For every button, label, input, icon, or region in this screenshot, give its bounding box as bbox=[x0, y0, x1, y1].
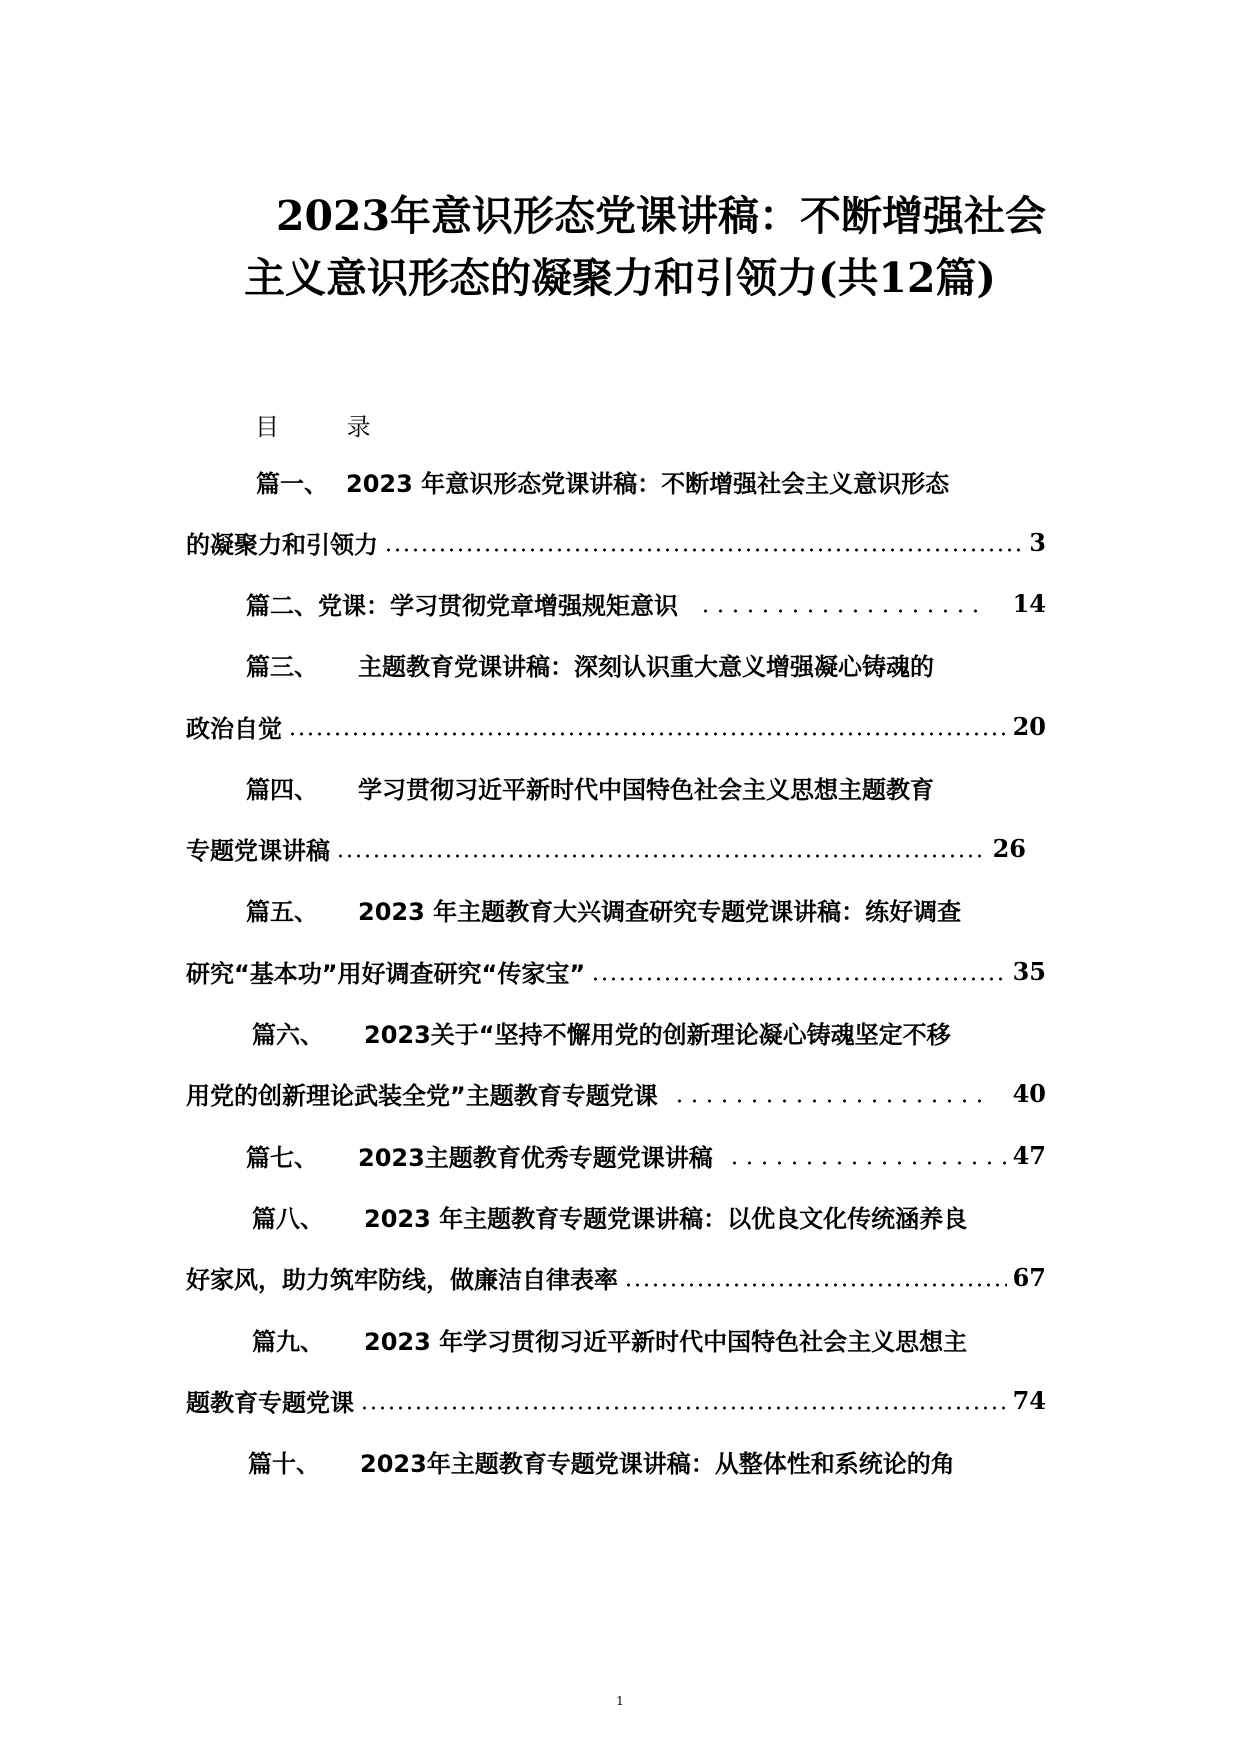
toc-entry-title-cont: 用党的创新理论武装全党”主题教育专题党课 bbox=[186, 1081, 658, 1110]
toc-entry-title: 2023主题教育优秀专题党课讲稿 bbox=[358, 1143, 713, 1172]
toc-entry-3-line-1[interactable] bbox=[186, 644, 1046, 684]
toc-page-number: 67 bbox=[1012, 1262, 1046, 1292]
toc-entry-title-cont: 好家风，助力筑牢防线，做廉洁自律表率 bbox=[186, 1265, 618, 1294]
toc-entry-title: 2023关于“坚持不懈用党的创新理论凝心铸魂坚定不移 bbox=[364, 1020, 951, 1049]
toc-entry-8-line-1[interactable] bbox=[186, 1196, 1046, 1236]
toc-leader-dots bbox=[624, 1283, 1007, 1287]
toc-entry-9-line-1[interactable] bbox=[186, 1319, 1046, 1359]
toc-heading: 目 录 bbox=[255, 413, 401, 441]
toc-page-number: 35 bbox=[1012, 956, 1046, 986]
toc-page-number: 3 bbox=[1029, 527, 1046, 557]
toc-leader-dots bbox=[591, 977, 1007, 981]
toc-entry-2[interactable] bbox=[186, 583, 1046, 623]
toc-entry-label: 篇十、 bbox=[248, 1449, 320, 1478]
toc-leader-dots bbox=[672, 1099, 991, 1103]
toc-entry-title: 2023 年学习贯彻习近平新时代中国特色社会主义思想主 bbox=[364, 1327, 968, 1356]
toc-entry-label: 篇二、 bbox=[246, 591, 318, 620]
toc-entry-label: 篇三、 bbox=[246, 652, 318, 681]
toc-page-number: 14 bbox=[1012, 588, 1046, 618]
toc-entry-3-line-2[interactable] bbox=[186, 706, 1046, 746]
toc-leader-dots bbox=[698, 609, 989, 613]
toc-entry-4-line-1[interactable] bbox=[186, 767, 1046, 807]
toc-page-number: 47 bbox=[1012, 1140, 1046, 1170]
toc-entry-label: 篇一、 bbox=[256, 469, 328, 498]
toc-leader-dots bbox=[288, 732, 1007, 736]
toc-entry-title-cont: 专题党课讲稿 bbox=[186, 836, 330, 865]
toc-entry-title: 学习贯彻习近平新时代中国特色社会主义思想主题教育 bbox=[358, 775, 934, 804]
toc-entry-title: 2023 年主题教育大兴调查研究专题党课讲稿：练好调查 bbox=[358, 897, 962, 926]
toc-entry-4-line-2[interactable] bbox=[186, 828, 1026, 868]
toc-entry-6-line-1[interactable] bbox=[186, 1012, 1046, 1052]
toc-entry-title-cont: 题教育专题党课 bbox=[186, 1388, 354, 1417]
toc-entry-title: 党课：学习贯彻党章增强规矩意识 bbox=[318, 591, 678, 620]
toc-leader-dots bbox=[360, 1406, 1007, 1410]
toc-entry-8-line-2[interactable] bbox=[186, 1257, 1046, 1297]
toc-leader-dots bbox=[384, 548, 1023, 552]
toc-entry-5-line-1[interactable] bbox=[186, 889, 1046, 929]
toc-entry-label: 篇五、 bbox=[246, 897, 318, 926]
page-number: 1 bbox=[616, 1694, 624, 1708]
toc-entry-label: 篇四、 bbox=[246, 775, 318, 804]
toc-page-number: 40 bbox=[1012, 1078, 1046, 1108]
toc-entry-title-cont: 的凝聚力和引领力 bbox=[186, 530, 378, 559]
toc-entry-1-line-1[interactable] bbox=[186, 461, 1046, 501]
toc-entry-9-line-2[interactable] bbox=[186, 1380, 1046, 1420]
toc-leader-dots bbox=[336, 854, 987, 858]
toc-entry-label: 篇八、 bbox=[252, 1204, 324, 1233]
toc-entry-10-line-1[interactable] bbox=[186, 1441, 1046, 1481]
toc-entry-label: 篇七、 bbox=[246, 1143, 318, 1172]
toc-page-number: 74 bbox=[1012, 1385, 1046, 1415]
toc-entry-5-line-2[interactable] bbox=[186, 951, 1046, 991]
toc-leader-dots bbox=[727, 1161, 1007, 1165]
toc-entry-6-line-2[interactable] bbox=[186, 1073, 1046, 1113]
toc-page-number: 20 bbox=[1012, 711, 1046, 741]
document-title: 2023年意识形态党课讲稿：不断增强社会主义意识形态的凝聚力和引领力(共12篇) bbox=[244, 192, 1047, 302]
toc-page-number: 26 bbox=[992, 833, 1026, 863]
toc-entry-title: 2023年主题教育专题党课讲稿：从整体性和系统论的角 bbox=[360, 1449, 955, 1478]
toc-entry-title: 2023 年意识形态党课讲稿：不断增强社会主义意识形态 bbox=[346, 469, 950, 498]
toc-entry-title-cont: 政治自觉 bbox=[186, 714, 282, 743]
toc-entry-label: 篇六、 bbox=[252, 1020, 324, 1049]
toc-entry-title-cont: 研究“基本功”用好调查研究“传家宝” bbox=[186, 959, 586, 988]
toc-entry-label: 篇九、 bbox=[252, 1327, 324, 1356]
toc-entry-title: 2023 年主题教育专题党课讲稿：以优良文化传统涵养良 bbox=[364, 1204, 968, 1233]
toc-entry-title: 主题教育党课讲稿：深刻认识重大意义增强凝心铸魂的 bbox=[358, 652, 934, 681]
toc-entry-1-line-2[interactable] bbox=[186, 522, 1046, 562]
toc-entry-7[interactable] bbox=[186, 1135, 1046, 1175]
